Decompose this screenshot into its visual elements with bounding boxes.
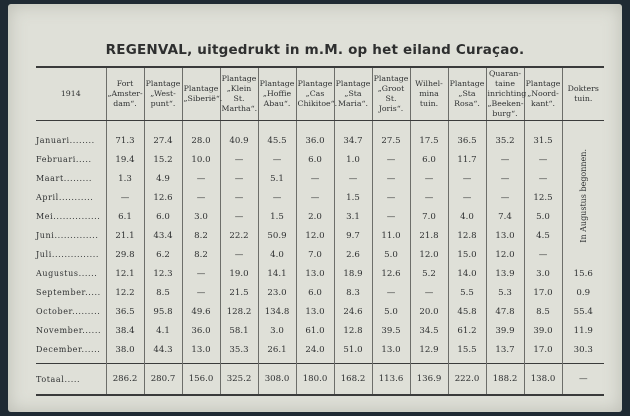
- value-cell: —: [220, 207, 258, 226]
- value-cell: —: [524, 169, 562, 188]
- total-cell: 280.7: [144, 364, 182, 396]
- month-label: Juni..............: [36, 231, 99, 240]
- value-cell: 19.4: [106, 150, 144, 169]
- value-cell: 5.0: [372, 302, 410, 321]
- value-cell: 36.0: [182, 321, 220, 340]
- value-cell: 1.5: [258, 207, 296, 226]
- value-cell: —: [182, 169, 220, 188]
- value-cell: 95.8: [144, 302, 182, 321]
- value-cell: 61.2: [448, 321, 486, 340]
- value-cell: 19.0: [220, 264, 258, 283]
- table-row: [36, 169, 604, 188]
- spacer-cell: [258, 121, 296, 132]
- value-cell: 2.0: [296, 207, 334, 226]
- value-cell: 134.8: [258, 302, 296, 321]
- value-cell: 8.3: [334, 283, 372, 302]
- value-cell: 13.9: [486, 264, 524, 283]
- table-header-row: [36, 67, 604, 121]
- value-cell: 11.7: [448, 150, 486, 169]
- value-cell: 31.5: [524, 131, 562, 150]
- table-row: [36, 245, 604, 264]
- value-cell: 8.2: [182, 245, 220, 264]
- value-cell: 6.2: [144, 245, 182, 264]
- value-cell: 18.9: [334, 264, 372, 283]
- value-cell: —: [106, 188, 144, 207]
- col-header: Plantage „Cas Chikitoe“.: [296, 67, 334, 121]
- value-cell: 61.0: [296, 321, 334, 340]
- value-cell: 34.7: [334, 131, 372, 150]
- value-cell: 0.9: [562, 283, 604, 302]
- total-cell: 168.2: [334, 364, 372, 396]
- table-row: [36, 264, 604, 283]
- value-cell: 40.9: [220, 131, 258, 150]
- col-header: Dokters tuin.: [562, 67, 604, 121]
- value-cell: 23.0: [258, 283, 296, 302]
- value-cell: 21.8: [410, 226, 448, 245]
- value-cell: 14.0: [448, 264, 486, 283]
- value-cell: 30.3: [562, 340, 604, 364]
- value-cell: 14.1: [258, 264, 296, 283]
- month-label: Juli...............: [36, 250, 100, 259]
- month-label: November......: [36, 326, 102, 335]
- total-cell: 138.0: [524, 364, 562, 396]
- value-cell: 6.0: [296, 150, 334, 169]
- table-row: [36, 207, 604, 226]
- value-cell: 6.0: [144, 207, 182, 226]
- value-cell: 5.0: [372, 245, 410, 264]
- col-header: Plantage „Siberië“.: [182, 67, 220, 121]
- value-cell: 5.0: [524, 207, 562, 226]
- table-body: [36, 121, 604, 396]
- spacer-cell: [410, 121, 448, 132]
- value-cell: 5.2: [410, 264, 448, 283]
- spacer-cell: [220, 121, 258, 132]
- table-row: [36, 302, 604, 321]
- value-cell: 10.0: [182, 150, 220, 169]
- value-cell: 36.0: [296, 131, 334, 150]
- value-cell: —: [410, 283, 448, 302]
- total-cell: 188.2: [486, 364, 524, 396]
- value-cell: 8.5: [524, 302, 562, 321]
- total-cell: 325.2: [220, 364, 258, 396]
- spacer-cell: [296, 121, 334, 132]
- total-cell: 180.0: [296, 364, 334, 396]
- value-cell: —: [410, 169, 448, 188]
- month-label: September.....: [36, 288, 101, 297]
- value-cell: —: [258, 150, 296, 169]
- value-cell: 12.6: [144, 188, 182, 207]
- value-cell: 128.2: [220, 302, 258, 321]
- value-cell: —: [372, 169, 410, 188]
- value-cell: 17.5: [410, 131, 448, 150]
- value-cell: —: [372, 188, 410, 207]
- value-cell: 21.1: [106, 226, 144, 245]
- value-cell: 4.1: [144, 321, 182, 340]
- value-cell: 27.4: [144, 131, 182, 150]
- value-cell: 55.4: [562, 302, 604, 321]
- value-cell: 12.0: [410, 245, 448, 264]
- value-cell: 71.3: [106, 131, 144, 150]
- total-cell: 222.0: [448, 364, 486, 396]
- value-cell: —: [220, 150, 258, 169]
- value-cell: 12.1: [106, 264, 144, 283]
- value-cell: 8.5: [144, 283, 182, 302]
- col-header: Plantage „West-punt“.: [144, 67, 182, 121]
- col-header: Plantage „Sta Maria“.: [334, 67, 372, 121]
- total-cell: 286.2: [106, 364, 144, 396]
- value-cell: 24.6: [334, 302, 372, 321]
- value-cell: 15.2: [144, 150, 182, 169]
- value-cell: 58.1: [220, 321, 258, 340]
- value-cell: —: [448, 188, 486, 207]
- month-label: December......: [36, 345, 101, 354]
- value-cell: 12.0: [486, 245, 524, 264]
- value-cell: 28.0: [182, 131, 220, 150]
- value-cell: —: [372, 283, 410, 302]
- value-cell: 45.8: [448, 302, 486, 321]
- value-cell: 13.0: [296, 302, 334, 321]
- value-cell: 39.9: [486, 321, 524, 340]
- value-cell: —: [486, 188, 524, 207]
- value-cell: —: [182, 188, 220, 207]
- value-cell: 4.0: [448, 207, 486, 226]
- value-cell: 6.0: [296, 283, 334, 302]
- value-cell: —: [220, 169, 258, 188]
- value-cell: 11.0: [372, 226, 410, 245]
- value-cell: 3.0: [258, 321, 296, 340]
- spacer-cell: [372, 121, 410, 132]
- value-cell: 1.5: [334, 188, 372, 207]
- spacer-cell: [334, 121, 372, 132]
- spacer-row: [36, 121, 604, 132]
- value-cell: 12.3: [144, 264, 182, 283]
- value-cell: —: [486, 169, 524, 188]
- value-cell: 20.0: [410, 302, 448, 321]
- total-cell: 156.0: [182, 364, 220, 396]
- total-row: [36, 364, 604, 396]
- value-cell: 3.0: [182, 207, 220, 226]
- value-cell: 7.4: [486, 207, 524, 226]
- value-cell: —: [220, 245, 258, 264]
- value-cell: 7.0: [296, 245, 334, 264]
- value-cell: —: [372, 150, 410, 169]
- value-cell: 17.0: [524, 340, 562, 364]
- value-cell: —: [220, 188, 258, 207]
- value-cell: —: [372, 207, 410, 226]
- table-row: [36, 188, 604, 207]
- value-cell: 6.0: [410, 150, 448, 169]
- value-cell: 26.1: [258, 340, 296, 364]
- spacer-cell: [106, 121, 144, 132]
- total-cell: —: [562, 364, 604, 396]
- value-cell: 15.0: [448, 245, 486, 264]
- value-cell: —: [448, 169, 486, 188]
- value-cell: —: [410, 188, 448, 207]
- col-header: Plantage „Hoffie Abau“.: [258, 67, 296, 121]
- value-cell: 8.2: [182, 226, 220, 245]
- total-cell: 113.6: [372, 364, 410, 396]
- value-cell: 24.0: [296, 340, 334, 364]
- spacer-cell: [182, 121, 220, 132]
- value-cell: —: [296, 169, 334, 188]
- table-row: [36, 340, 604, 364]
- col-header: Plantage „Klein St. Martha“.: [220, 67, 258, 121]
- value-cell: 35.2: [486, 131, 524, 150]
- table-row: [36, 283, 604, 302]
- col-header: Quaran-taine inrichting „Beeken-burg“.: [486, 67, 524, 121]
- value-cell: 4.9: [144, 169, 182, 188]
- dokters-note: In Augustus begonnen.: [578, 149, 588, 243]
- value-cell: 45.5: [258, 131, 296, 150]
- value-cell: 13.0: [372, 340, 410, 364]
- col-header: Wilhel-mina tuin.: [410, 67, 448, 121]
- table-row: [36, 321, 604, 340]
- spacer-cell: [448, 121, 486, 132]
- value-cell: 13.0: [296, 264, 334, 283]
- spacer-cell: [524, 121, 562, 132]
- value-cell: 21.5: [220, 283, 258, 302]
- value-cell: 4.5: [524, 226, 562, 245]
- month-label: October.........: [36, 307, 101, 316]
- value-cell: —: [182, 283, 220, 302]
- value-cell: 4.0: [258, 245, 296, 264]
- value-cell: 13.7: [486, 340, 524, 364]
- month-label: April...........: [36, 193, 94, 202]
- value-cell: 3.0: [524, 264, 562, 283]
- value-cell: —: [182, 264, 220, 283]
- value-cell: 47.8: [486, 302, 524, 321]
- total-label: Totaal.....: [36, 364, 106, 396]
- value-cell: 35.3: [220, 340, 258, 364]
- value-cell: —: [258, 188, 296, 207]
- value-cell: 12.8: [448, 226, 486, 245]
- value-cell: —: [524, 245, 562, 264]
- dokters-note-cell: [562, 131, 604, 264]
- col-header: Plantage „Sta Rosa“.: [448, 67, 486, 121]
- value-cell: 1.0: [334, 150, 372, 169]
- value-cell: —: [334, 169, 372, 188]
- spacer-cell: [36, 121, 106, 132]
- table-row: [36, 150, 604, 169]
- value-cell: 15.6: [562, 264, 604, 283]
- value-cell: 22.2: [220, 226, 258, 245]
- value-cell: 12.9: [410, 340, 448, 364]
- total-cell: 136.9: [410, 364, 448, 396]
- value-cell: 3.1: [334, 207, 372, 226]
- table-row: [36, 131, 604, 150]
- value-cell: 5.5: [448, 283, 486, 302]
- page-title: REGENVAL, uitgedrukt in m.M. op het eiland Curaçao.: [105, 42, 525, 58]
- value-cell: 38.4: [106, 321, 144, 340]
- year-header: 1914: [36, 67, 106, 121]
- value-cell: —: [486, 150, 524, 169]
- value-cell: 29.8: [106, 245, 144, 264]
- month-label: Augustus......: [36, 269, 98, 278]
- value-cell: 38.0: [106, 340, 144, 364]
- value-cell: 15.5: [448, 340, 486, 364]
- col-header: Plantage „Groot St. Joris“.: [372, 67, 410, 121]
- value-cell: 12.8: [334, 321, 372, 340]
- month-label: Mei...............: [36, 212, 101, 221]
- value-cell: 13.0: [182, 340, 220, 364]
- value-cell: 27.5: [372, 131, 410, 150]
- value-cell: 39.5: [372, 321, 410, 340]
- month-label: Maart.........: [36, 174, 93, 183]
- value-cell: 9.7: [334, 226, 372, 245]
- month-label: Januari........: [36, 136, 95, 145]
- rainfall-table: [36, 66, 604, 396]
- value-cell: 11.9: [562, 321, 604, 340]
- value-cell: 49.6: [182, 302, 220, 321]
- value-cell: 50.9: [258, 226, 296, 245]
- value-cell: 17.0: [524, 283, 562, 302]
- month-label: Februari.....: [36, 155, 92, 164]
- value-cell: 39.0: [524, 321, 562, 340]
- spacer-cell: [562, 121, 604, 132]
- value-cell: 2.6: [334, 245, 372, 264]
- value-cell: 12.6: [372, 264, 410, 283]
- value-cell: 12.0: [296, 226, 334, 245]
- value-cell: 5.3: [486, 283, 524, 302]
- spacer-cell: [144, 121, 182, 132]
- table-row: [36, 226, 604, 245]
- value-cell: 43.4: [144, 226, 182, 245]
- value-cell: 44.3: [144, 340, 182, 364]
- value-cell: —: [296, 188, 334, 207]
- value-cell: 12.5: [524, 188, 562, 207]
- spacer-cell: [486, 121, 524, 132]
- value-cell: 12.2: [106, 283, 144, 302]
- value-cell: 1.3: [106, 169, 144, 188]
- value-cell: —: [524, 150, 562, 169]
- value-cell: 7.0: [410, 207, 448, 226]
- col-header: Plantage „Noord-kant“.: [524, 67, 562, 121]
- total-cell: 308.0: [258, 364, 296, 396]
- value-cell: 34.5: [410, 321, 448, 340]
- value-cell: 13.0: [486, 226, 524, 245]
- value-cell: 36.5: [448, 131, 486, 150]
- value-cell: 36.5: [106, 302, 144, 321]
- col-header: Fort „Amster-dam“.: [106, 67, 144, 121]
- value-cell: 6.1: [106, 207, 144, 226]
- value-cell: 5.1: [258, 169, 296, 188]
- value-cell: 51.0: [334, 340, 372, 364]
- book-page: [8, 4, 622, 412]
